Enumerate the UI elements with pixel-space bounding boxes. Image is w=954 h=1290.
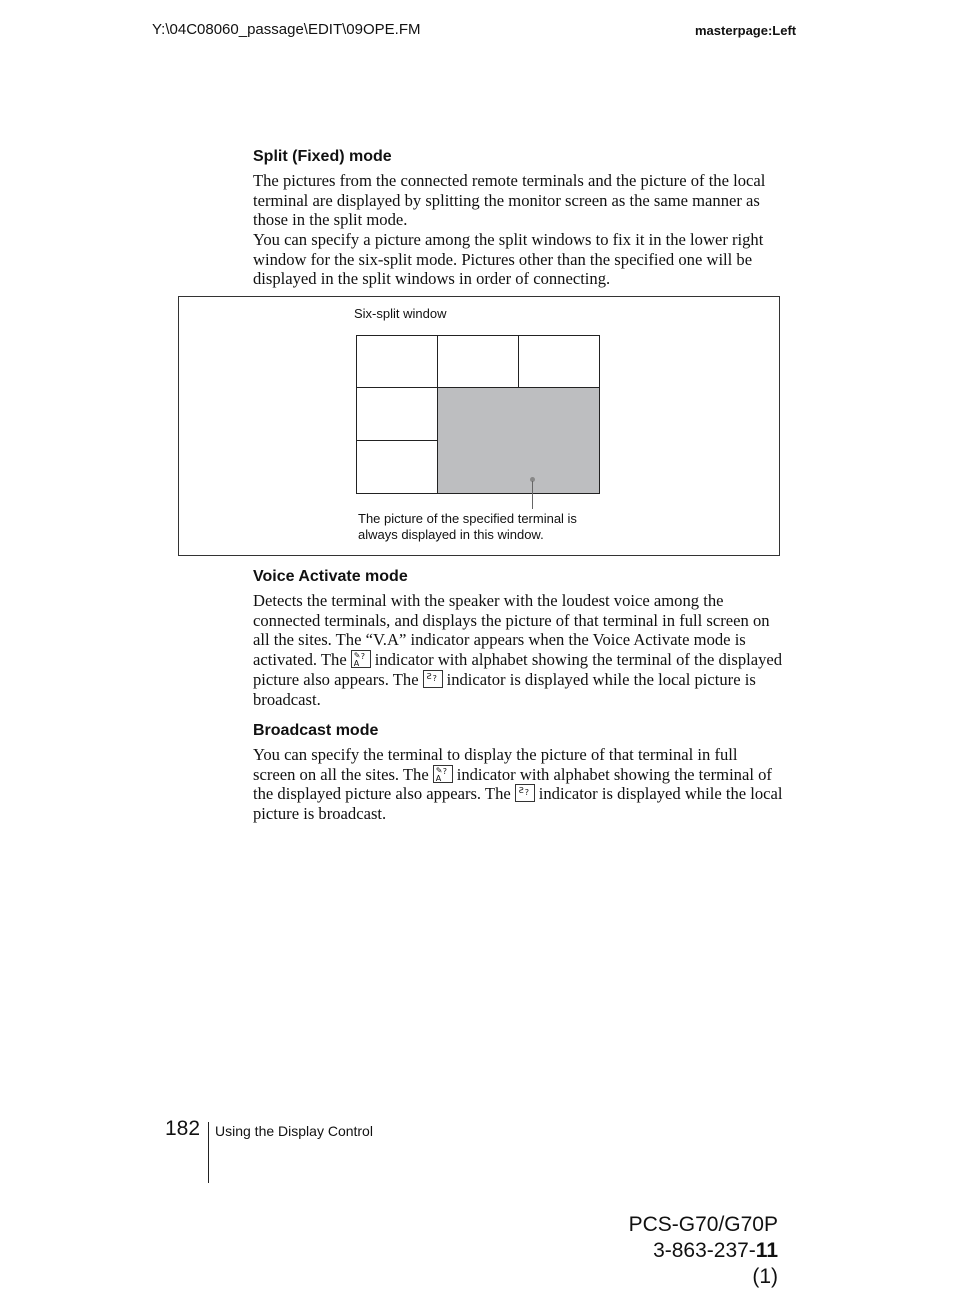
split-fixed-paragraph-1: The pictures from the connected remote terminals and the picture of the local terminal are displayed by splitting the monitor screen as the same manner as those in the split mode.	[253, 171, 766, 230]
voice-activate-text-2: indicator with alphabet showing the terminal of the displayed picture also appears. The	[253, 650, 783, 689]
remote-terminal-indicator-icon: ✎ ? A	[351, 650, 371, 668]
header-masterpage: masterpage:Left	[695, 23, 797, 38]
local-broadcast-indicator-icon: Ƨ ?	[423, 670, 443, 688]
model-name: PCS-G70/G70P	[628, 1213, 778, 1236]
broadcast-text-2: indicator with alphabet showing the terminal of the displayed picture also appears. The	[253, 764, 772, 804]
split-fixed-heading: Split (Fixed) mode	[253, 148, 392, 165]
voice-activate-paragraph	[253, 591, 783, 709]
broadcast-heading: Broadcast mode	[253, 722, 379, 739]
split-window-2	[437, 335, 519, 388]
voice-activate-text-1: Detects the terminal with the speaker with the loudest voice among the connected terminals, and displays the picture of that terminal in full screen on all the sites. The “V.A” indicator appears when the Voice Activate mode is activated. The	[253, 591, 770, 670]
document-number: 3-863-237-11 (1)	[653, 1239, 778, 1288]
local-broadcast-indicator-icon: Ƨ ?	[515, 784, 535, 802]
header-file-path: Y:\04C08060_passage\EDIT\09OPE.FM	[152, 21, 421, 38]
page-number: 182	[165, 1117, 201, 1140]
callout-line	[532, 481, 533, 509]
broadcast-paragraph	[253, 745, 783, 824]
split-window-1	[356, 335, 438, 388]
voice-activate-heading: Voice Activate mode	[253, 568, 408, 585]
broadcast-text-1: You can specify the terminal to display the picture of that terminal in full screen on all the sites. The	[253, 745, 738, 784]
broadcast-text-3: indicator is displayed while the local picture is broadcast.	[253, 784, 783, 824]
model-number-block	[622, 1212, 778, 1290]
figure-title: Six-split window	[354, 306, 447, 321]
remote-terminal-indicator-icon: ✎ ? A	[433, 765, 453, 783]
split-window-4	[356, 387, 438, 441]
footer-divider	[208, 1122, 209, 1183]
figure-caption: The picture of the specified terminal is always displayed in this window.	[358, 511, 577, 542]
voice-activate-text-3: indicator is displayed while the local picture is broadcast.	[253, 669, 756, 709]
fixed-window-highlighted	[437, 387, 600, 494]
split-window-3	[518, 335, 600, 388]
split-fixed-paragraph-2: You can specify a picture among the split windows to fix it in the lower right window for the six-split mode. Pictures other than the specified one will be displayed in the split windows in order of connecting.	[253, 230, 764, 289]
footer-section-title: Using the Display Control	[215, 1123, 373, 1139]
six-split-diagram	[356, 335, 600, 494]
split-window-5	[356, 440, 438, 494]
